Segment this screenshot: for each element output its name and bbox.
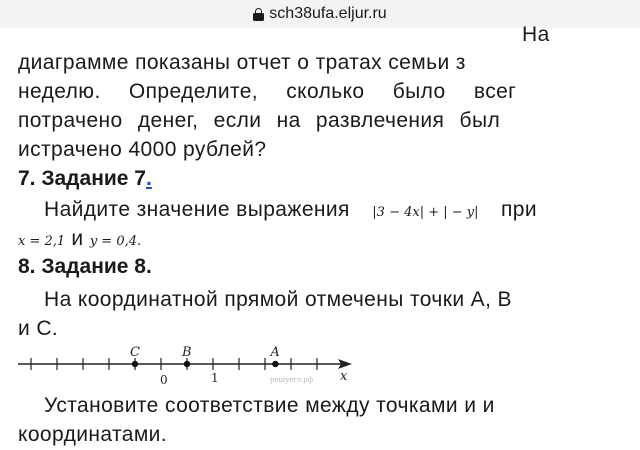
task7-expression: |3 − 4x| + | − y| [372, 205, 479, 220]
and-word: и [71, 227, 84, 250]
tick-label-0: 0 [160, 373, 168, 387]
y-value: y = 0,4. [89, 234, 142, 249]
task8-line-1: На координатной прямой отмечены точки А, В [44, 288, 512, 311]
point-b [184, 361, 190, 367]
axis-label: x [340, 369, 348, 384]
task7-line-2 [18, 226, 141, 255]
task8-line-4: координатами. [18, 423, 168, 446]
task7-line-1 [44, 197, 537, 226]
point-label-a: A [270, 345, 280, 360]
task8-line-3: Установите соответствие между точками и и [44, 394, 495, 417]
task7-heading [18, 166, 152, 192]
task6-line-2: неделю. Определите, сколько было всег [18, 80, 517, 103]
task7-heading-text: 7. Задание 7 [18, 167, 146, 190]
task7-link[interactable]: . [145, 167, 152, 190]
task6-line-1: диаграмме показаны отчет о тратах семьи з [18, 51, 466, 74]
task6-line-3: потрачено денег, если на развлечения был [18, 109, 501, 132]
tick-label-1: 1 [211, 371, 219, 385]
url-text: sch38ufa.eljur.ru [269, 5, 387, 22]
point-c [132, 361, 138, 367]
point-a [272, 361, 278, 367]
point-label-c: C [130, 345, 140, 360]
task8-line-2: и С. [18, 317, 59, 340]
task8-heading: 8. Задание 8. [18, 255, 152, 278]
number-line-figure [0, 340, 360, 388]
task7-question-text: Найдите значение выражения [44, 198, 350, 221]
task7-line1-tail: при [501, 198, 537, 221]
point-label-b: B [182, 345, 192, 360]
watermark: решуегэ.рф [270, 376, 314, 384]
x-value: x = 2,1 [18, 234, 66, 249]
task6-line-0: На [522, 23, 550, 46]
task6-line-4: истрачено 4000 рублей? [18, 138, 267, 161]
